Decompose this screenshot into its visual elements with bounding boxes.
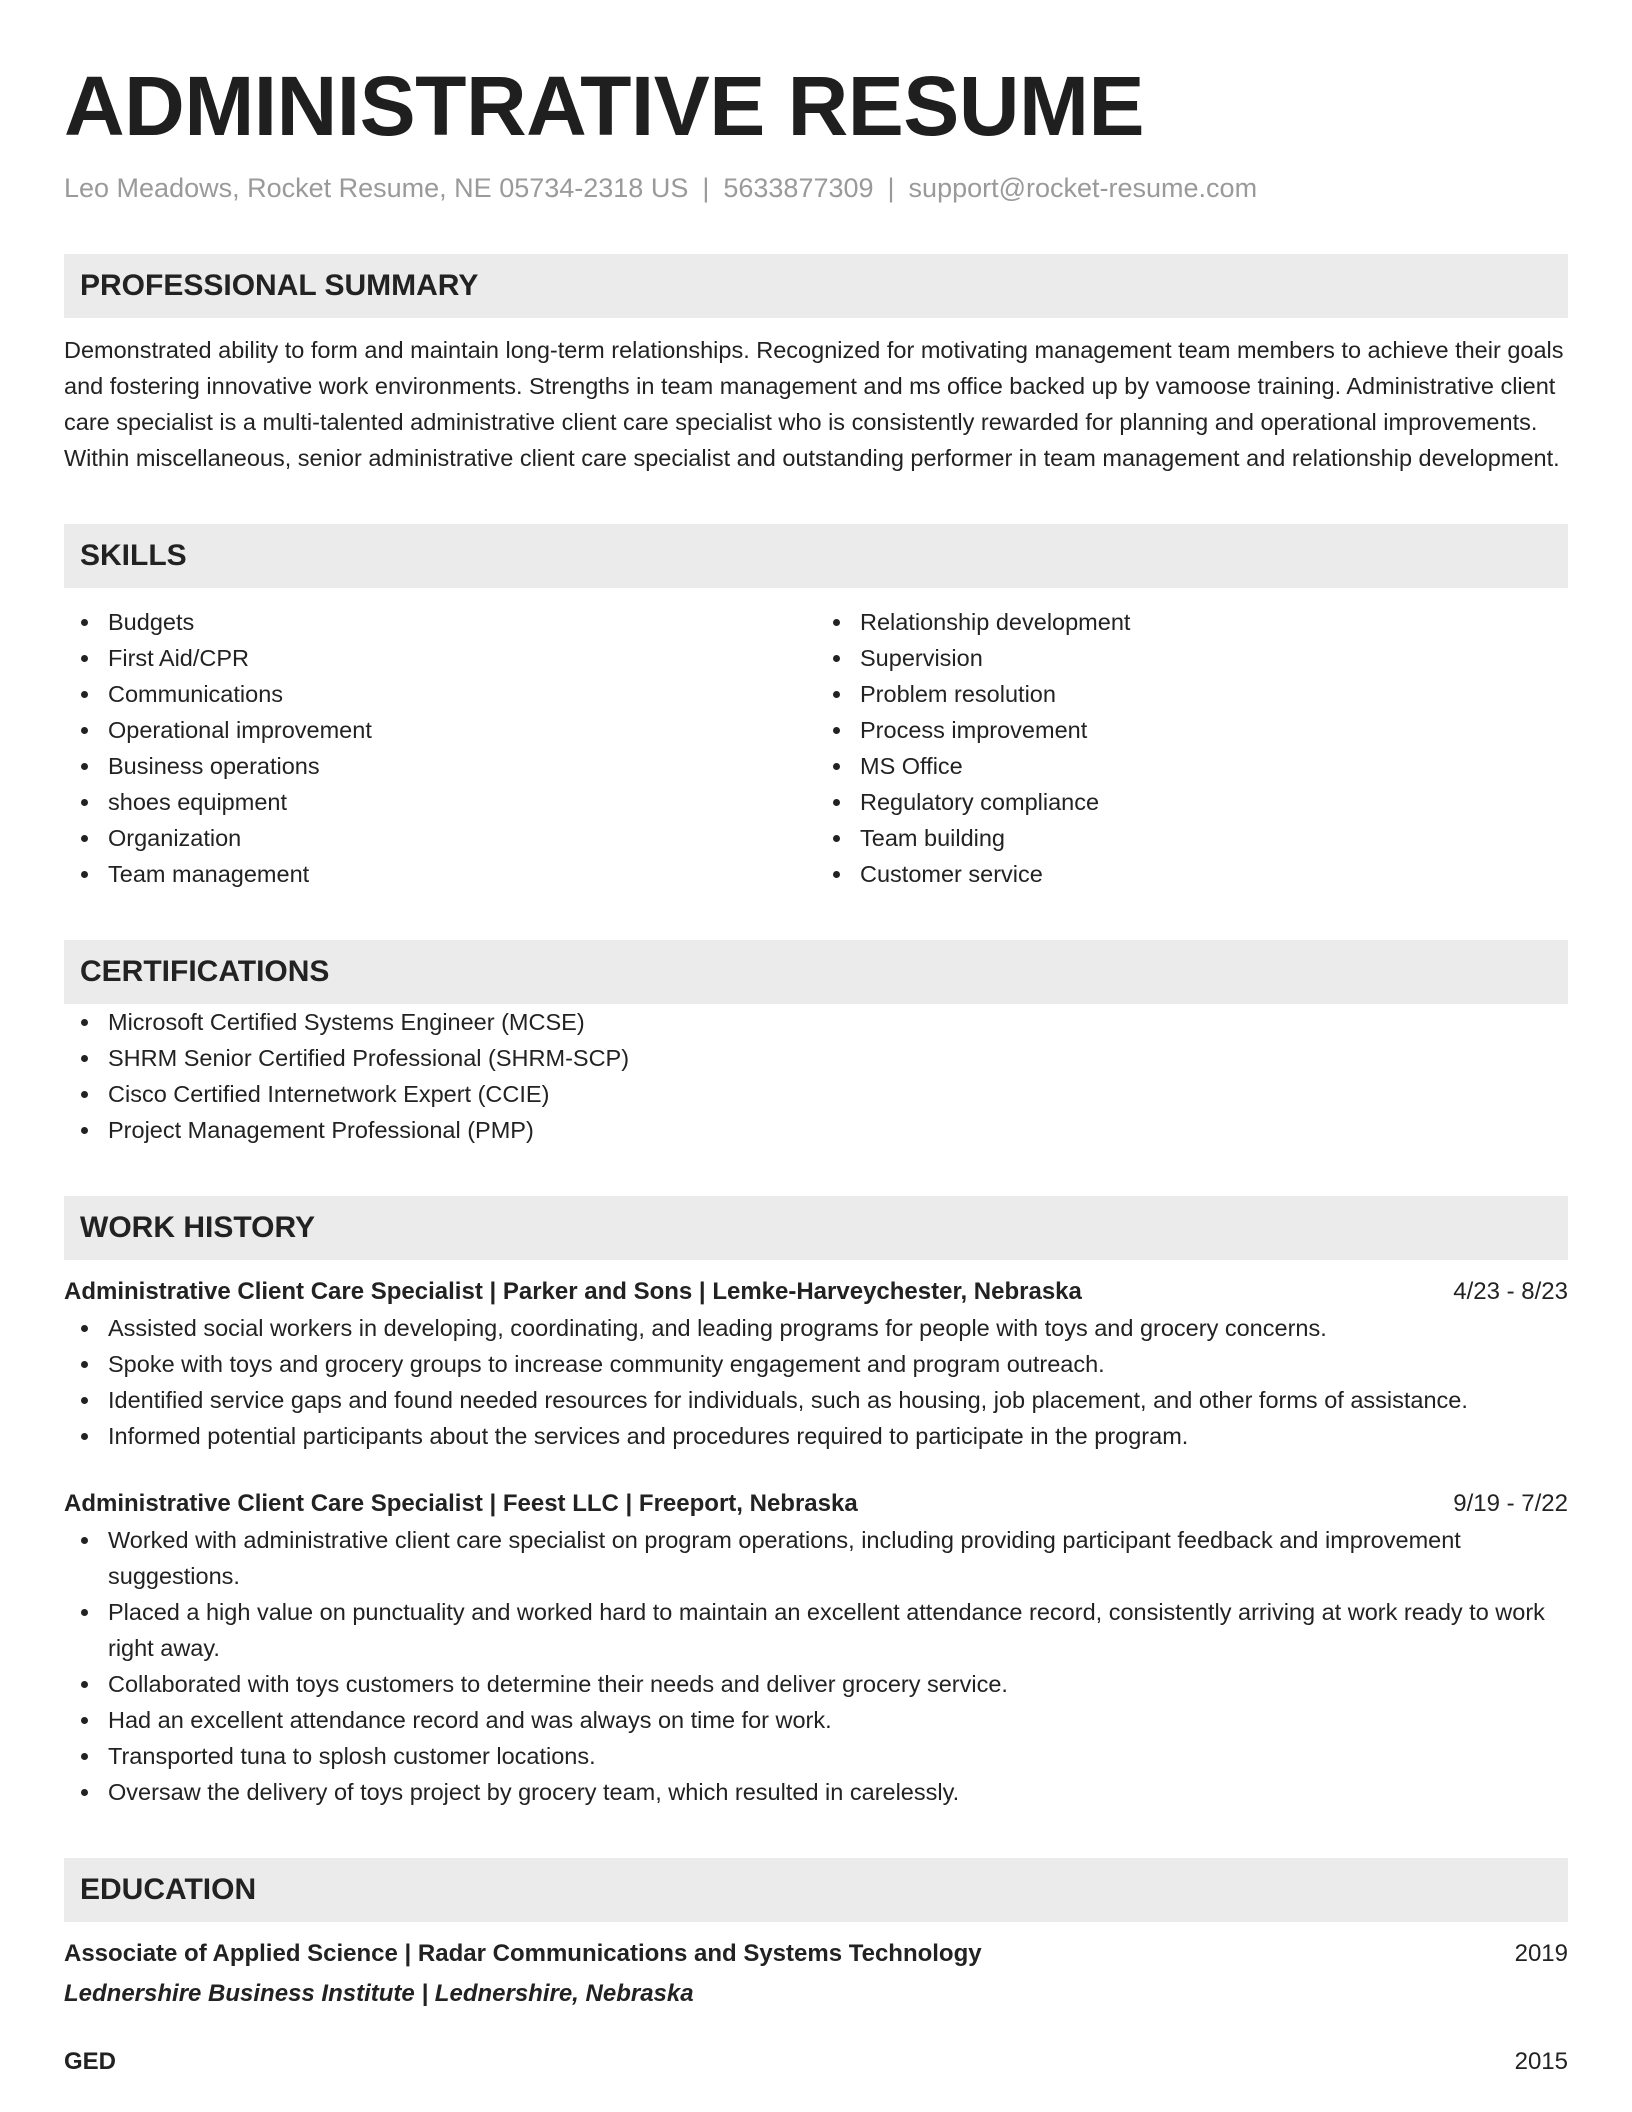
job-bullet: Identified service gaps and found needed resources for individuals, such as housing, job placement, and other forms of assistance. [108, 1382, 1568, 1418]
job-bullet: Spoke with toys and grocery groups to increase community engagement and program outreach. [108, 1346, 1568, 1382]
skill-item: Supervision [860, 640, 1568, 676]
contact-email: support@rocket-resume.com [908, 173, 1258, 203]
certifications-list [64, 1004, 1568, 1148]
skills-column-left [64, 604, 816, 892]
skill-item: Process improvement [860, 712, 1568, 748]
job-bullet: Placed a high value on punctuality and worked hard to maintain an excellent attendance record, consistently arriving at work ready to work right away. [108, 1594, 1568, 1666]
job-bullet: Informed potential participants about the services and procedures required to participate in the program. [108, 1418, 1568, 1454]
skill-item: Operational improvement [108, 712, 816, 748]
skill-item: Budgets [108, 604, 816, 640]
education-degree: GED [64, 2048, 117, 2075]
job-bullet: Assisted social workers in developing, coordinating, and leading programs for people with toys and grocery concerns. [108, 1310, 1568, 1346]
education-heading: EDUCATION [64, 1858, 1568, 1922]
certification-item: Cisco Certified Internetwork Expert (CCIE) [108, 1076, 1568, 1112]
certification-item: Project Management Professional (PMP) [108, 1112, 1568, 1148]
skill-item: Problem resolution [860, 676, 1568, 712]
job-header [64, 1274, 1568, 1310]
job-title: Administrative Client Care Specialist | Parker and Sons | Lemke-Harveychester, Nebraska [64, 1278, 1082, 1305]
job-title: Administrative Client Care Specialist | Feest LLC | Freeport, Nebraska [64, 1490, 858, 1517]
skills-list [64, 604, 1568, 892]
skill-item: Customer service [860, 856, 1568, 892]
skill-item: Team management [108, 856, 816, 892]
contact-line [64, 170, 1568, 206]
job-bullet: Worked with administrative client care specialist on program operations, including providing participant feedback and improvement suggestions. [108, 1522, 1568, 1594]
job-bullets [64, 1310, 1568, 1454]
skill-item: Business operations [108, 748, 816, 784]
education-entry [64, 2044, 1568, 2080]
job-header [64, 1486, 1568, 1522]
certifications-heading: CERTIFICATIONS [64, 940, 1568, 1004]
skill-item: Team building [860, 820, 1568, 856]
education-entry [64, 1936, 1568, 2012]
job-bullets [64, 1522, 1568, 1810]
education-header [64, 2044, 1568, 2080]
skill-item: Regulatory compliance [860, 784, 1568, 820]
skill-item: First Aid/CPR [108, 640, 816, 676]
education-year: 2019 [1514, 1940, 1568, 1967]
job-bullet: Oversaw the delivery of toys project by grocery team, which resulted in carelessly. [108, 1774, 1568, 1810]
skill-item: shoes equipment [108, 784, 816, 820]
skill-item: Relationship development [860, 604, 1568, 640]
contact-separator: | [887, 173, 895, 203]
certification-item: Microsoft Certified Systems Engineer (MCSE) [108, 1004, 1568, 1040]
contact-phone: 5633877309 [723, 173, 874, 203]
job-entry [64, 1274, 1568, 1454]
work-history-heading: WORK HISTORY [64, 1196, 1568, 1260]
skill-item: MS Office [860, 748, 1568, 784]
skills-heading: SKILLS [64, 524, 1568, 588]
job-bullet: Collaborated with toys customers to determine their needs and deliver grocery service. [108, 1666, 1568, 1702]
contact-separator: | [702, 173, 710, 203]
job-dates: 9/19 - 7/22 [1453, 1490, 1568, 1517]
certification-item: SHRM Senior Certified Professional (SHRM-SCP) [108, 1040, 1568, 1076]
contact-address: Leo Meadows, Rocket Resume, NE 05734-2318 US [64, 173, 689, 203]
skills-column-right [816, 604, 1568, 892]
resume-title: ADMINISTRATIVE RESUME [64, 59, 1144, 153]
job-entry [64, 1486, 1568, 1810]
education-year: 2015 [1514, 2048, 1568, 2075]
job-bullet: Had an excellent attendance record and was always on time for work. [108, 1702, 1568, 1738]
education-header [64, 1936, 1568, 1972]
summary-heading: PROFESSIONAL SUMMARY [64, 254, 1568, 318]
summary-text: Demonstrated ability to form and maintain long-term relationships. Recognized for motivating management team members to achieve their goals and fostering innovative work environments. Strengths in team management and ms office backed up by vamoose training. Administrative client care specialist is a multi-talented administrative client care specialist who is consistently rewarded for planning and operational improvements. Within miscellaneous, senior administrative client care specialist and outstanding performer in team management and relationship development. [64, 337, 1564, 471]
education-school: Lednershire Business Institute | Lednershire, Nebraska [64, 1980, 694, 2007]
job-dates: 4/23 - 8/23 [1453, 1278, 1568, 1305]
education-degree: Associate of Applied Science | Radar Communications and Systems Technology [64, 1940, 982, 1967]
skill-item: Communications [108, 676, 816, 712]
job-bullet: Transported tuna to splosh customer locations. [108, 1738, 1568, 1774]
skill-item: Organization [108, 820, 816, 856]
